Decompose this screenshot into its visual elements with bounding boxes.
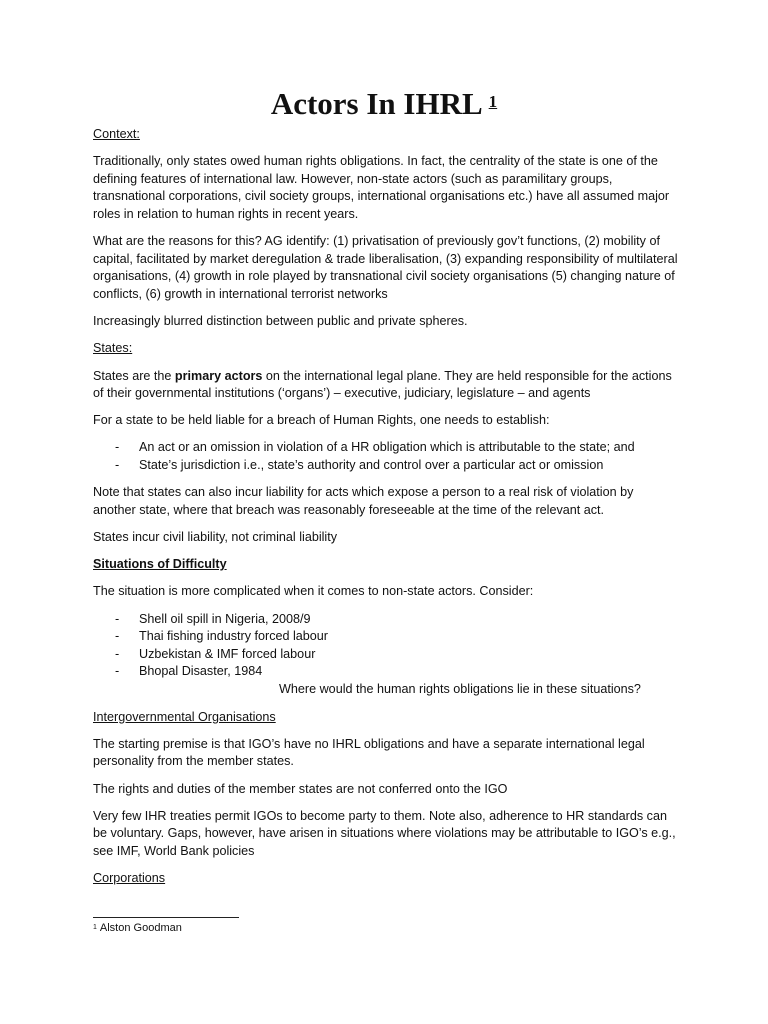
states-paragraph-2: For a state to be held liable for a breach of Human Rights, one needs to establish:: [93, 413, 550, 428]
difficulty-list: [93, 611, 678, 681]
states-p1-text-a: States are the: [93, 368, 175, 383]
context-heading: Context:: [93, 127, 140, 141]
list-item: - State’s jurisdiction i.e., state’s authority and control over a particular act or omission: [93, 457, 678, 475]
footnote-text: Alston Goodman: [99, 922, 182, 934]
igo-paragraph-1: The starting premise is that IGO’s have no IHRL obligations and have a separate international legal personality from the member states.: [93, 736, 645, 769]
states-paragraph-1: [93, 368, 678, 403]
states-p1-text-b: on the international legal plane. They are held responsible for the actions of their governmental institutions (‘organs’) – executive, judiciary, legislature – and agents: [93, 368, 672, 401]
context-paragraph-1: Traditionally, only states owed human rights obligations. In fact, the centrality of the state is one of the defining features of international law. However, non-state actors (such as paramilitary groups, transnational corporations, civil society groups, international organisations etc.) have all assumed major roles in relation to human rights in recent years.: [93, 154, 670, 221]
context-paragraph-3: Increasingly blurred distinction between public and private spheres.: [93, 314, 468, 329]
list-item: - Uzbekistan & IMF forced labour: [93, 646, 678, 664]
difficulty-question: Where would the human rights obligations lie in these situations?: [279, 681, 641, 696]
footnote-number: 1: [93, 924, 97, 931]
title-footnote-ref[interactable]: 1: [488, 92, 498, 111]
list-item: - Bhopal Disaster, 1984: [93, 663, 678, 681]
list-item: - Thai fishing industry forced labour: [93, 628, 678, 646]
states-p1-bold: primary actors: [174, 368, 263, 383]
context-paragraph-2: What are the reasons for this? AG identify: (1) privatisation of previously gov’t functions, (2) mobility of capital, facilitated by market deregulation & trade liberalisation, (3) expanding responsibility of multilateral organisations, (4) growth in role played by transnational civil society organisations (5) changing nature of conflicts, (6) growth in international terrorist networks: [93, 234, 678, 301]
states-paragraph-3: Note that states can also incur liability for acts which expose a person to a real risk of violation by another state, where that breach was reasonably foreseeable at the time of the relevant act.: [93, 485, 634, 517]
igo-heading: Intergovernmental Organisations: [93, 709, 276, 724]
list-item: - An act or an omission in violation of a HR obligation which is attributable to the state; and: [93, 439, 678, 457]
states-list: [93, 439, 678, 474]
document-title: [0, 84, 768, 124]
footnote-separator: [93, 917, 239, 918]
title-text: Actors In IHRL: [270, 86, 483, 121]
igo-paragraph-3: Very few IHR treaties permit IGOs to become party to them. Note also, adherence to HR standards can be voluntary. Gaps, however, have arisen in situations where violations may be attributable to IGO’s e.g., see IMF, World Bank policies: [93, 808, 676, 858]
footnote: [93, 921, 182, 935]
states-paragraph-4: States incur civil liability, not criminal liability: [93, 530, 338, 545]
corporations-heading: Corporations: [93, 871, 166, 886]
igo-paragraph-2: The rights and duties of the member states are not conferred onto the IGO: [93, 781, 508, 796]
document-body: [93, 126, 678, 897]
difficulty-heading: Situations of Difficulty: [93, 557, 227, 572]
difficulty-paragraph-1: The situation is more complicated when it comes to non-state actors. Consider:: [93, 584, 534, 599]
states-heading: States:: [93, 341, 133, 356]
list-item: - Shell oil spill in Nigeria, 2008/9: [93, 611, 678, 629]
